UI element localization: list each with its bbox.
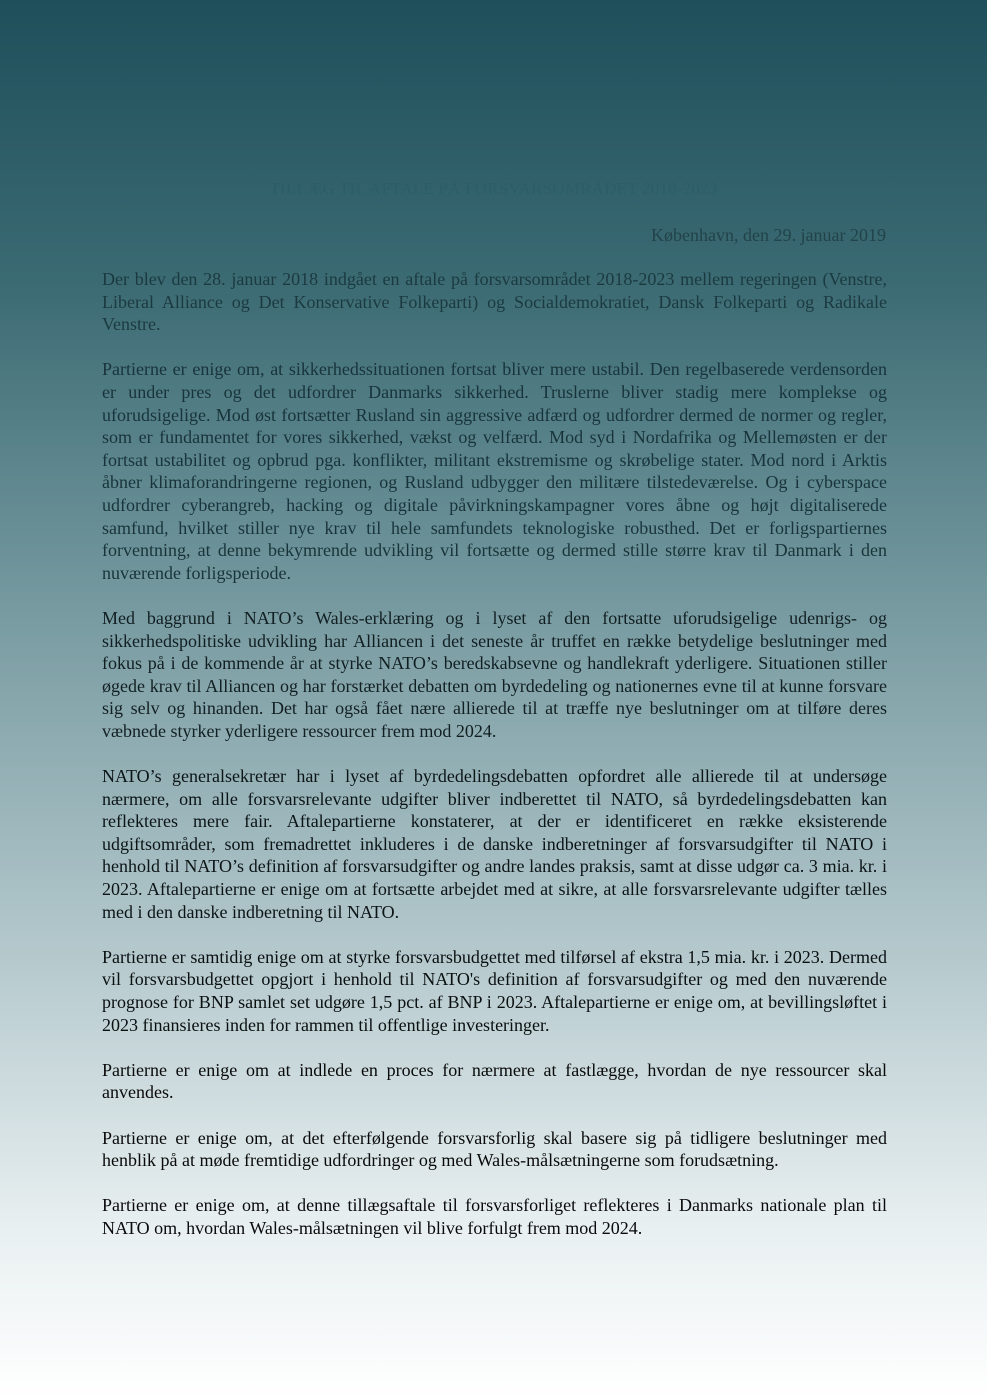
paragraph-nato-wales: Med baggrund i NATO’s Wales-erklæring og i lyset af den fortsatte uforudsigelige udenrigs- og sikkerhedspolitiske udvikling har Alliancen i det seneste år truffet en række betydelige beslutninger med fokus på i de kommende år at styrke NATO’s beredskabsevne og handlekraft yderligere. Situationen stiller øgede krav til Alliancen og har forstærket debatten om byrdedeling og nationernes evne til at kunne forsvare sig selv og hinanden. Det har også fået nære allierede til at træffe nye beslutninger om at tilføre deres væbnede styrker yderligere ressourcer frem mod 2024. — [102, 607, 887, 741]
paragraph-burden-sharing: NATO’s generalsekretær har i lyset af byrdedelingsdebatten opfordret alle allierede til at undersøge nærmere, om alle forsvarsrelevante udgifter bliver indberettet til NATO, så byrdedelingsdebatten kan reflekteres mere fair. Aftalepartierne konstaterer, at der er identificeret en række eksisterende udgiftsområder, som fremadrettet inkluderes i de danske indberetninger af forsvarsudgifter til NATO i henhold til NATO’s definition af forsvarsudgifter og andre landes praksis, samt at disse udgør ca. 3 mia. kr. i 2023. Aftalepartierne er enige om at fortsætte arbejdet med at sikre, at alle forsvarsrelevante udgifter tælles med i den danske indberetning til NATO. — [102, 766, 887, 922]
paragraph-process: Partierne er enige om at indlede en proces for nærmere at fastlægge, hvordan de nye ressourcer skal anvendes. — [102, 1059, 887, 1103]
document-body — [102, 268, 887, 1262]
paragraph-security-situation: Partierne er enige om, at sikkerhedssituationen fortsat bliver mere ustabil. Den regelbaserede verdensorden er under pres og det udfordrer Danmarks sikkerhed. Truslerne bliver stadig mere komplekse og uforudsigelige. Mod øst fortsætter Rusland sin aggressive adfærd og udfordrer dermed de normer og regler, som er fundamentet for vores sikkerhed, vækst og velfærd. Mod syd i Nordafrika og Mellemøsten er der fortsat ustabilitet og opbrud pga. konflikter, militant ekstremisme og skrøbelige stater. Mod nord i Arktis åbner klimaforandringerne regionen, og Rusland udbygger den militære tilstedeværelse. Og i cyberspace udfordrer cyberangreb, hacking og digitale påvirkningskampagner vores åbne og højt digitaliserede samfund, hvilket stiller nye krav til hele samfundets teknologiske robusthed. Det er forligspartiernes forventning, at denne bekymrende udvikling vil fortsætte og dermed stille større krav til Danmark i den nuværende forligsperiode. — [102, 359, 887, 583]
paragraph-national-plan: Partierne er enige om, at denne tillægsaftale til forsvarsforliget reflekteres i Danmarks nationale plan til NATO om, hvordan Wales-målsætningen vil blive forfulgt frem mod 2024. — [102, 1195, 887, 1238]
paragraph-agreement-intro: Der blev den 28. januar 2018 indgået en aftale på forsvarsområdet 2018-2023 mellem regeringen (Venstre, Liberal Alliance og Det Konservative Folkeparti) og Socialdemokratiet, Dansk Folkeparti og Radikale Venstre. — [102, 269, 887, 335]
document-title: TILLÆG TIL AFTALE PÅ FORSVARSOMRÅDET 2018-2023 — [269, 179, 718, 198]
paragraph-future-agreement: Partierne er enige om, at det efterfølgende forsvarsforlig skal basere sig på tidligere beslutninger med henblik på at møde fremtidige udfordringer og med Wales-målsætningerne som forudsætning. — [102, 1127, 887, 1171]
paragraph-budget: Partierne er samtidig enige om at styrke forsvarsbudgettet med tilførsel af ekstra 1,5 mia. kr. i 2023. Dermed vil forsvarsbudgettet opgjort i henhold til NATO's definition af forsvarsudgifter og med den nuværende prognose for BNP samlet set udgøre 1,5 pct. af BNP i 2023. Aftalepartierne er enige om, at bevillingsløftet i 2023 finansieres inden for rammen til offentlige investeringer. — [102, 946, 887, 1035]
dateline: København, den 29. januar 2019 — [651, 225, 886, 245]
